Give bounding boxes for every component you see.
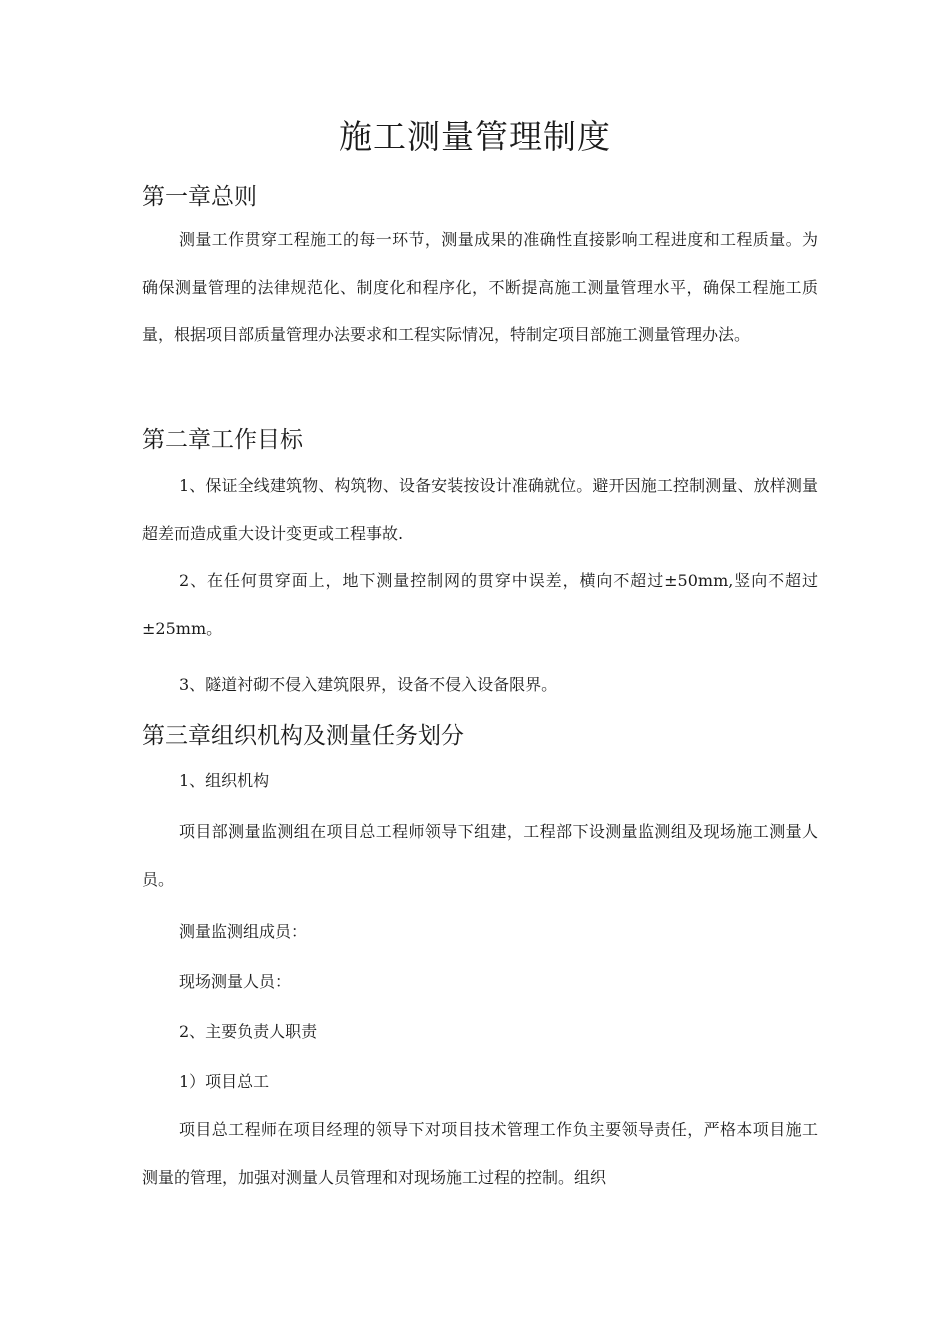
chapter-1-paragraph: 测量工作贯穿工程施工的每一环节，测量成果的准确性直接影响工程进度和工程质量。为确保测量管理的法律规范化、制度化和程序化，不断提高施工测量管理水平，确保工程施工质量，根据项目部质量管理办法要求和工程实际情况，特制定项目部施工测量管理办法。 xyxy=(142,230,818,345)
goal-item-1: 1、保证全线建筑物、构筑物、设备安装按设计准确就位。避开因施工控制测量、放样测量超差而造成重大设计变更或工程事故. xyxy=(142,476,818,543)
goal-item-2: 2、在任何贯穿面上，地下测量控制网的贯穿中误差，横向不超过±50mm,竖向不超过±25mm。 xyxy=(142,571,818,638)
goal-item-3: 3、隧道衬砌不侵入建筑限界，设备不侵入设备限界。 xyxy=(179,675,558,694)
section-organization: 1、组织机构 xyxy=(179,771,270,790)
chapter-2-heading: 第二章工作目标 xyxy=(142,427,303,453)
organization-paragraph: 项目部测量监测组在项目总工程师领导下组建，工程部下设测量监测组及现场施工测量人员。 xyxy=(142,822,818,889)
members-label: 测量监测组成员： xyxy=(179,922,308,941)
chapter-3-heading: 第三章组织机构及测量任务划分 xyxy=(142,723,464,749)
section-responsibilities: 2、主要负责人职责 xyxy=(179,1022,318,1041)
chapter-1-heading: 第一章总则 xyxy=(142,184,257,210)
field-staff-label: 现场测量人员： xyxy=(179,972,292,991)
chief-engineer-paragraph: 项目总工程师在项目经理的领导下对项目技术管理工作负主要领导责任，严格本项目施工测量的管理，加强对测量人员管理和对现场施工过程的控制。组织 xyxy=(142,1120,818,1187)
document-title: 施工测量管理制度 xyxy=(339,117,611,156)
subsection-chief-engineer: 1）项目总工 xyxy=(179,1072,270,1091)
